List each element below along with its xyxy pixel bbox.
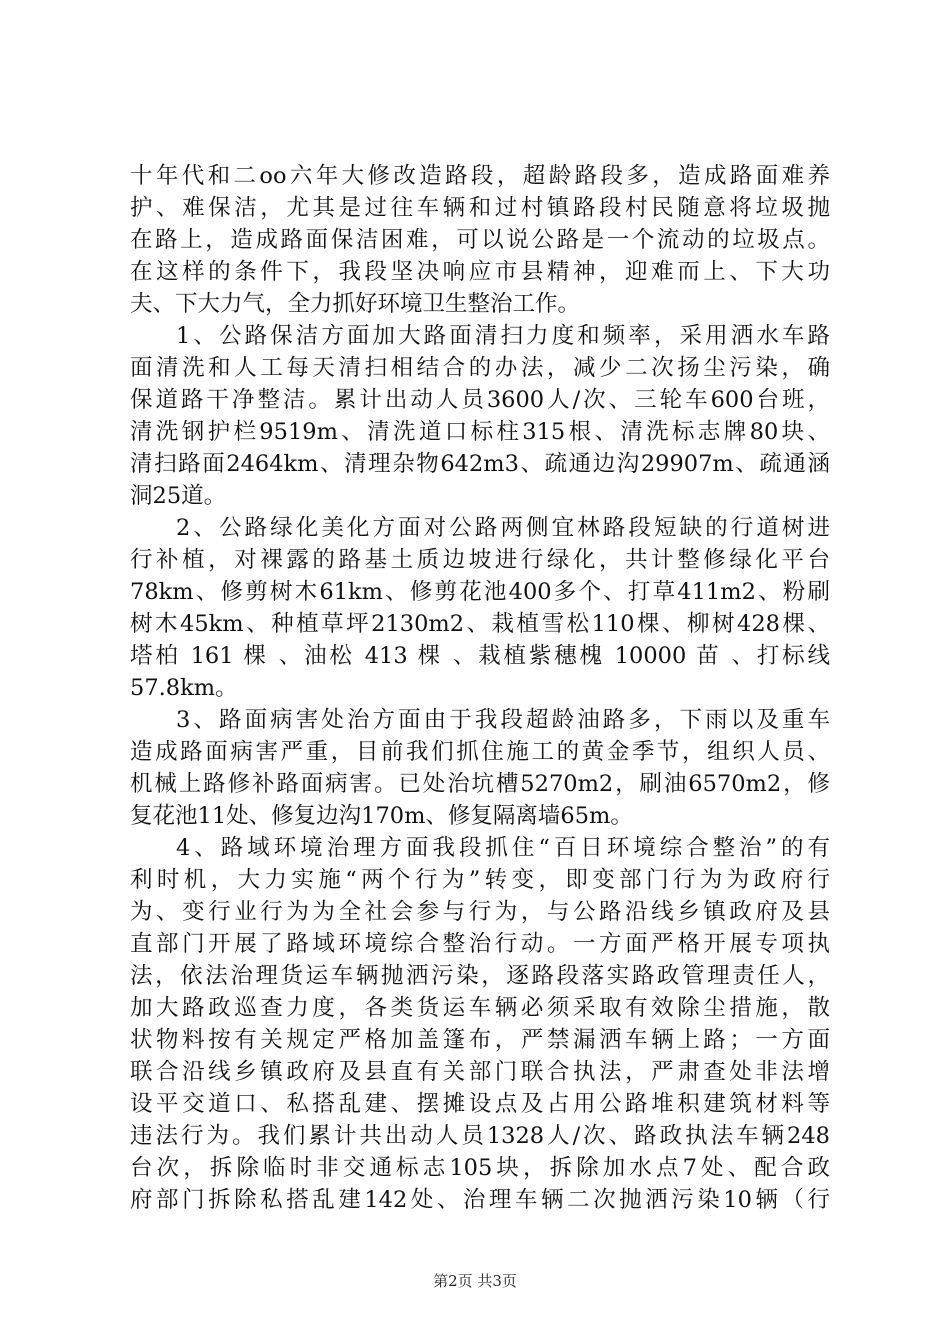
text-line: 府部门拆除私搭乱建142处、治理车辆二次抛洒污染10辆（行: [130, 1187, 830, 1213]
text-line: 法，依法治理货运车辆抛洒污染，逐路段落实路政管理责任人，: [130, 963, 830, 989]
text-line: 清扫路面2464km、清理杂物642m3、疏通边沟29907m、疏通涵: [130, 451, 830, 477]
text-line: 78km、修剪树木61km、修剪花池400多个、打草411m2、粉刷: [130, 579, 830, 605]
text-line: 直部门开展了路域环境综合整治行动。一方面严格开展专项执: [130, 931, 830, 957]
text-line: 面清洗和人工每天清扫相结合的办法，减少二次扬尘污染，确: [130, 355, 830, 381]
text-line: 4、路域环境治理方面我段抓住“百日环境综合整治”的有: [176, 835, 830, 861]
text-line: 清洗钢护栏9519m、清洗道口标柱315根、清洗标志牌80块、: [130, 419, 830, 445]
text-line: 在路上，造成路面保洁困难，可以说公路是一个流动的垃圾点。: [130, 227, 830, 253]
text-line: 塔柏 161 棵 、油松 413 棵 、栽植紫穗槐 10000 苗 、打标线: [130, 643, 830, 669]
text-line: 夫、下大力气，全力抓好环境卫生整治工作。: [130, 291, 581, 317]
text-line: 联合沿线乡镇政府及县直有关部门联合执法，严肃查处非法增: [130, 1059, 830, 1085]
text-line: 1、公路保洁方面加大路面清扫力度和频率，采用洒水车路: [176, 323, 830, 349]
text-line: 台次，拆除临时非交通标志105块，拆除加水点7处、配合政: [130, 1155, 830, 1181]
text-line: 复花池11处、修复边沟170m、修复隔离墙65m。: [130, 803, 633, 829]
text-line: 3、路面病害处治方面由于我段超龄油路多，下雨以及重车: [176, 707, 830, 733]
text-line: 洞25道。: [130, 483, 227, 509]
document-body: [130, 160, 830, 1216]
text-line: 护、难保洁，尤其是过往车辆和过村镇路段村民随意将垃圾抛: [130, 195, 830, 221]
text-line: 行补植，对裸露的路基土质边坡进行绿化，共计整修绿化平台: [130, 547, 830, 573]
text-line: 树木45km、种植草坪2130m2、栽植雪松110棵、柳树428棵、: [130, 611, 830, 637]
text-line: 保道路干净整洁。累计出动人员3600人/次、三轮车600台班，: [130, 387, 830, 413]
text-line: 加大路政巡查力度，各类货运车辆必须采取有效除尘措施，散: [130, 995, 830, 1021]
text-line: 违法行为。我们累计共出动人员1328人/次、路政执法车辆248: [130, 1123, 830, 1149]
text-line: 造成路面病害严重，目前我们抓住施工的黄金季节，组织人员、: [130, 739, 830, 765]
text-line: 利时机，大力实施“两个行为”转变，即变部门行为为政府行: [130, 867, 830, 893]
text-line: 十年代和二oo六年大修改造路段，超龄路段多，造成路面难养: [130, 163, 830, 189]
page-footer: 第2页 共3页: [433, 1272, 517, 1290]
text-line: 57.8km。: [130, 675, 238, 701]
text-line: 为、变行业行为为全社会参与行为，与公路沿线乡镇政府及县: [130, 899, 830, 925]
text-line: 2、公路绿化美化方面对公路两侧宜林路段短缺的行道树进: [176, 515, 830, 541]
text-line: 在这样的条件下，我段坚决响应市县精神，迎难而上、下大功: [130, 259, 830, 285]
text-line: 状物料按有关规定严格加盖篷布，严禁漏洒车辆上路；一方面: [130, 1027, 830, 1053]
text-line: 设平交道口、私搭乱建、摆摊设点及占用公路堆积建筑材料等: [130, 1091, 830, 1117]
text-line: 机械上路修补路面病害。已处治坑槽5270m2，刷油6570m2，修: [130, 771, 830, 797]
